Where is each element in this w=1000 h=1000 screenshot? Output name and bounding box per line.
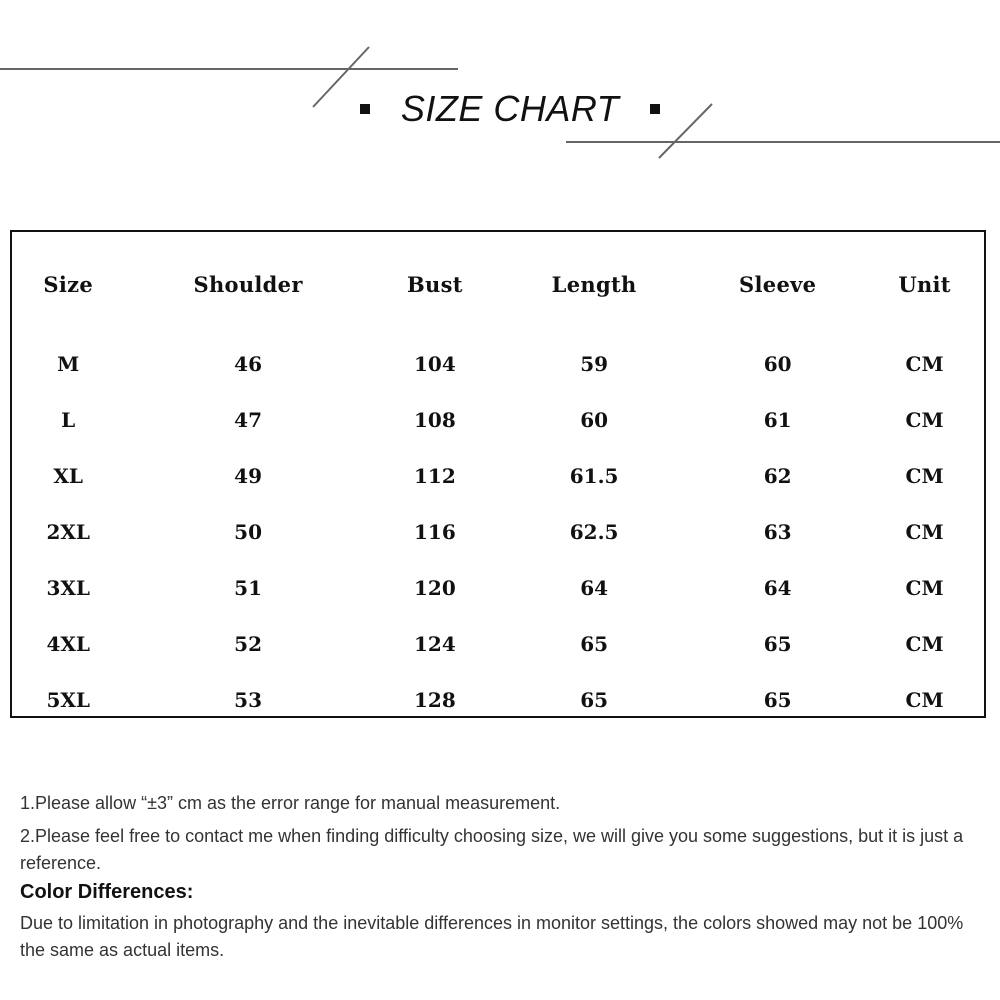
size-cell: 2XL bbox=[46, 520, 90, 544]
length-cell: 62.5 bbox=[569, 520, 619, 544]
sleeve-cell: 60 bbox=[763, 352, 792, 376]
unit-cell: CM bbox=[905, 520, 944, 544]
length-cell: 65 bbox=[580, 688, 609, 712]
sleeve-cell: 61 bbox=[763, 408, 792, 432]
unit-cell: CM bbox=[905, 464, 944, 488]
note-measurement: 1.Please allow “±3” cm as the error range for manual measurement. bbox=[20, 793, 561, 813]
shoulder-cell: 49 bbox=[234, 464, 262, 488]
color-differences-heading: Color Differences: bbox=[20, 881, 194, 903]
table-row bbox=[12, 504, 984, 560]
notes-section bbox=[20, 790, 985, 970]
size-cell: XL bbox=[53, 464, 83, 488]
size-cell: 5XL bbox=[46, 688, 90, 712]
table-row bbox=[12, 448, 984, 504]
bust-cell: 120 bbox=[414, 576, 456, 600]
bust-cell: 104 bbox=[414, 352, 456, 376]
unit-cell: CM bbox=[905, 576, 944, 600]
length-cell: 65 bbox=[580, 632, 609, 656]
unit-cell: CM bbox=[905, 632, 944, 656]
shoulder-cell: 47 bbox=[234, 408, 262, 432]
table-row bbox=[12, 336, 984, 392]
length-cell: 64 bbox=[580, 576, 609, 600]
title-bullet-left bbox=[360, 104, 370, 114]
column-header-length: Length bbox=[551, 271, 637, 297]
unit-cell: CM bbox=[905, 408, 944, 432]
size-cell: 4XL bbox=[46, 632, 90, 656]
sleeve-cell: 65 bbox=[763, 688, 792, 712]
bust-cell: 128 bbox=[414, 688, 456, 712]
sleeve-cell: 63 bbox=[763, 520, 792, 544]
column-header-unit: Unit bbox=[898, 271, 951, 297]
table-row bbox=[12, 672, 984, 728]
size-table-frame bbox=[10, 230, 986, 718]
sleeve-cell: 64 bbox=[763, 576, 792, 600]
table-row bbox=[12, 392, 984, 448]
size-table bbox=[12, 232, 984, 728]
shoulder-cell: 52 bbox=[234, 632, 262, 656]
table-row bbox=[12, 560, 984, 616]
size-cell: M bbox=[57, 352, 80, 376]
title-block bbox=[360, 84, 660, 134]
length-cell: 59 bbox=[580, 352, 609, 376]
top-right-slash bbox=[659, 104, 712, 158]
shoulder-cell: 46 bbox=[234, 352, 262, 376]
column-header-size: Size bbox=[43, 271, 94, 297]
bust-cell: 112 bbox=[414, 464, 456, 488]
bust-cell: 116 bbox=[414, 520, 456, 544]
length-cell: 60 bbox=[580, 408, 609, 432]
shoulder-cell: 51 bbox=[234, 576, 262, 600]
column-header-bust: Bust bbox=[407, 271, 463, 297]
length-cell: 61.5 bbox=[569, 464, 619, 488]
shoulder-cell: 50 bbox=[234, 520, 262, 544]
page-title: SIZE CHART bbox=[400, 88, 620, 129]
sleeve-cell: 62 bbox=[763, 464, 792, 488]
note-contact: 2.Please feel free to contact me when finding difficulty choosing size, we will give you some suggestions, but it is just a reference. bbox=[20, 826, 964, 873]
color-differences-text: Due to limitation in photography and the inevitable differences in monitor settings, the colors showed may not be 100% the same as actual items. bbox=[20, 913, 964, 960]
size-cell: L bbox=[61, 408, 76, 432]
shoulder-cell: 53 bbox=[234, 688, 262, 712]
column-header-shoulder: Shoulder bbox=[193, 271, 303, 297]
table-row bbox=[12, 616, 984, 672]
unit-cell: CM bbox=[905, 688, 944, 712]
sleeve-cell: 65 bbox=[763, 632, 792, 656]
table-header-row bbox=[12, 232, 984, 336]
title-bullet-right bbox=[650, 104, 660, 114]
bust-cell: 108 bbox=[414, 408, 456, 432]
bust-cell: 124 bbox=[414, 632, 456, 656]
size-cell: 3XL bbox=[46, 576, 90, 600]
unit-cell: CM bbox=[905, 352, 944, 376]
column-header-sleeve: Sleeve bbox=[739, 271, 817, 297]
